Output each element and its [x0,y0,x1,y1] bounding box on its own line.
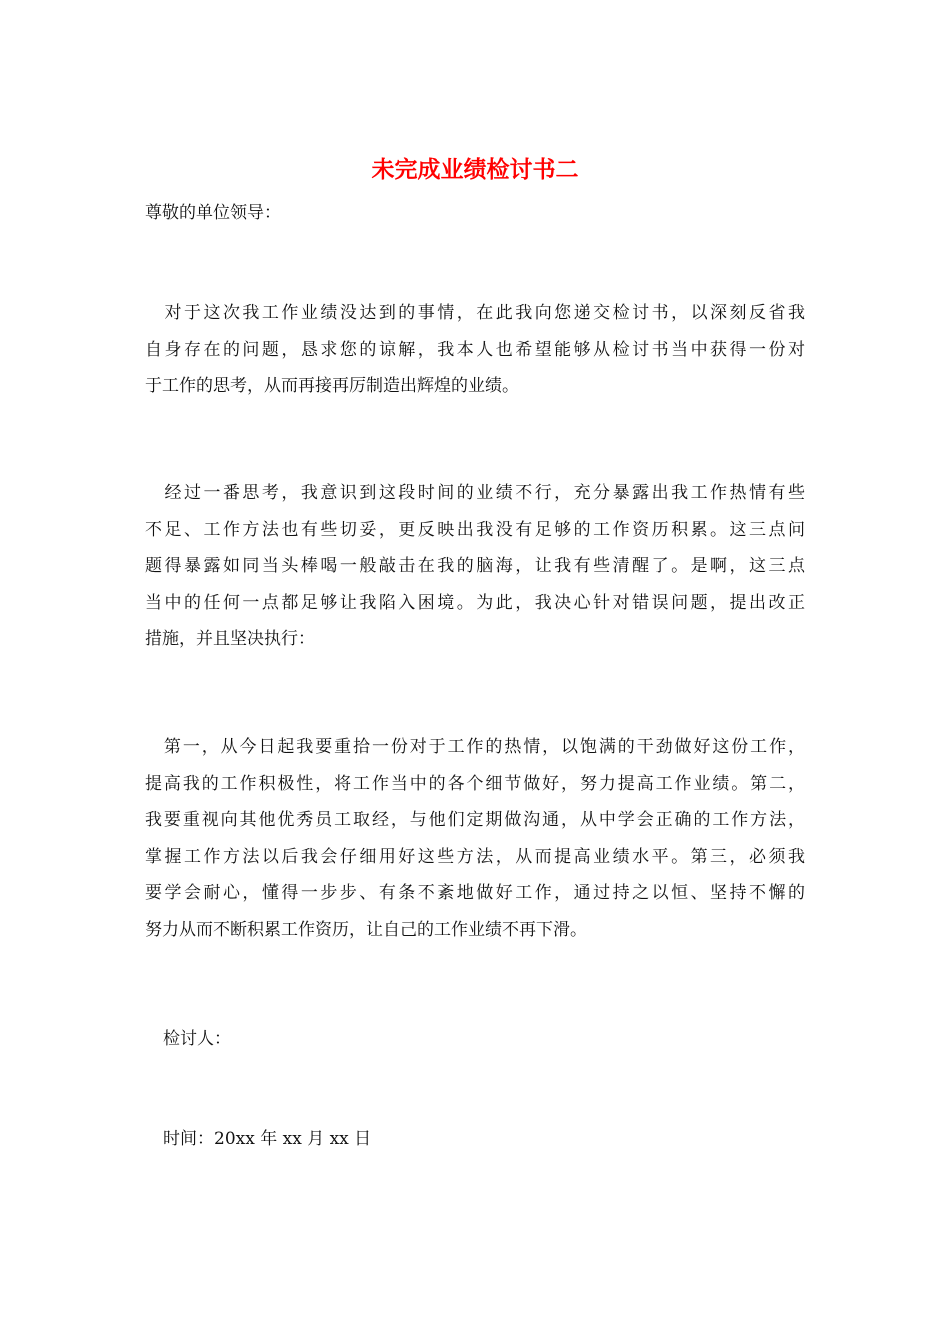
salutation: 尊敬的单位领导： [145,203,281,223]
paragraph-line: 提高我的工作积极性，将工作当中的各个细节做好，努力提高工作业绩。第二， [145,773,805,794]
paragraph-3 [145,729,805,948]
paragraph-line: 措施，并且坚决执行： [145,629,315,649]
paragraph-line: 对于这次我工作业绩没达到的事情，在此我向您递交检讨书，以深刻反省我 [145,303,805,323]
paragraph-line: 题得暴露如同当头棒喝一般敲击在我的脑海，让我有些清醒了。是啊，这三点 [145,556,805,576]
paragraph-line: 于工作的思考，从而再接再厉制造出辉煌的业绩。 [145,376,519,396]
document-title: 未完成业绩检讨书二 [371,156,579,183]
paragraph-line: 要学会耐心，懂得一步步、有条不紊地做好工作，通过持之以恒、坚持不懈的 [145,883,805,903]
paragraph-line: 经过一番思考，我意识到这段时间的业绩不行，充分暴露出我工作热情有些 [145,483,805,503]
paragraph-line: 自身存在的问题，恳求您的谅解，我本人也希望能够从检讨书当中获得一份对 [145,339,805,360]
date-line: 时间：20xx 年 xx 月 xx 日 [163,1129,372,1149]
paragraph-line: 第一，从今日起我要重拾一份对于工作的热情，以饱满的干劲做好这份工作， [145,737,805,757]
paragraph-line: 我要重视向其他优秀员工取经，与他们定期做沟通，从中学会正确的工作方法， [145,810,805,830]
paragraph-line: 不足、工作方法也有些切妥，更反映出我没有足够的工作资历积累。这三点问 [145,519,805,540]
signature-label: 检讨人： [163,1029,231,1049]
paragraph-1 [145,295,805,405]
paragraph-line: 努力从而不断积累工作资历，让自己的工作业绩不再下滑。 [145,919,587,940]
paragraph-line: 掌握工作方法以后我会仔细用好这些方法，从而提高业绩水平。第三，必须我 [145,846,805,867]
paragraph-line: 当中的任何一点都足够让我陷入困境。为此，我决心针对错误问题，提出改正 [145,592,805,613]
paragraph-2 [145,475,805,658]
